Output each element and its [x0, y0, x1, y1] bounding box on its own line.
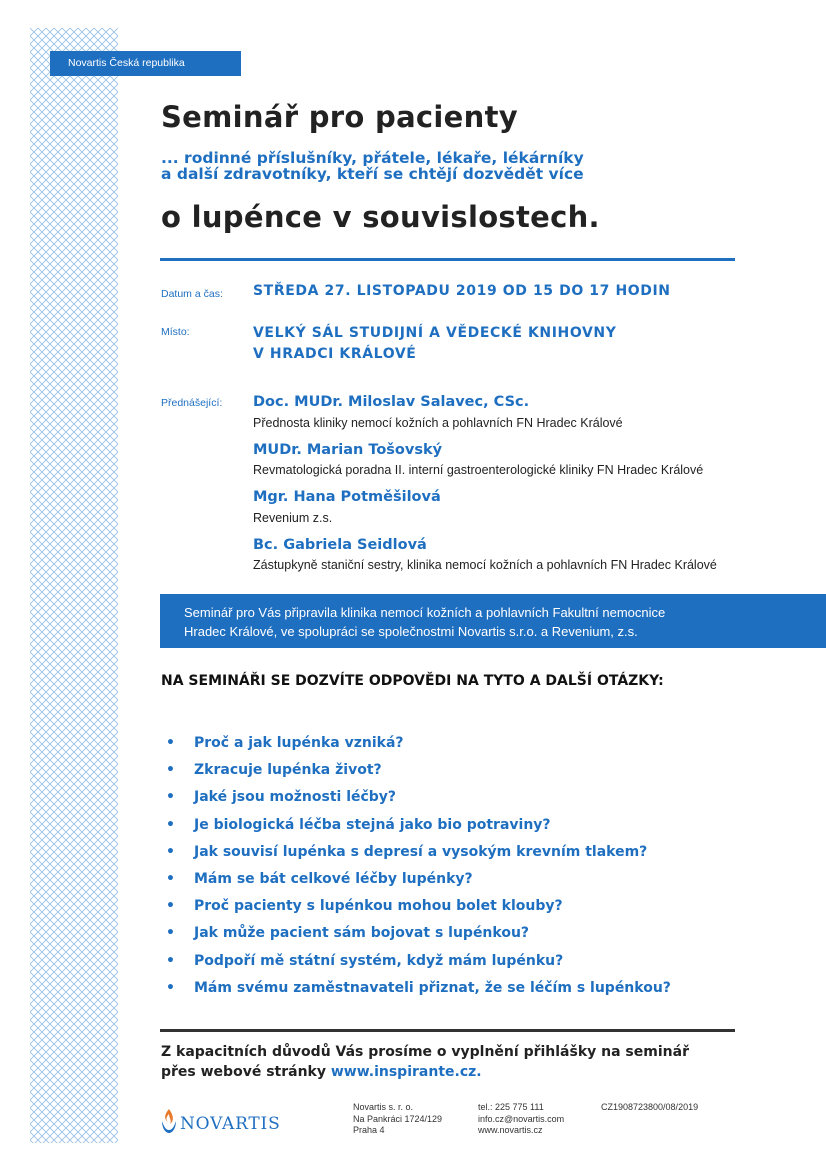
speaker-name: Doc. MUDr. Miloslav Salavec, CSc.: [253, 394, 530, 410]
place-value: [253, 323, 617, 365]
contact-phone: tel.: 225 775 111: [478, 1102, 544, 1112]
question-text: Proč pacienty s lupénkou mohou bolet klouby?: [194, 898, 563, 915]
document-code: CZ1908723800/08/2019: [601, 1102, 699, 1112]
speaker-desc: Přednosta kliniky nemocí kožních a pohlavních FN Hradec Králové: [253, 416, 623, 430]
speakers-label: Přednášející:: [161, 397, 223, 409]
subtitle-line: a další zdravotníky, kteří se chtějí dozvědět více: [161, 165, 584, 183]
question-text: Je biologická léčba stejná jako bio potraviny?: [194, 816, 551, 833]
place-label: Místo:: [161, 326, 190, 338]
bullet: •: [166, 843, 175, 860]
question-text: Jaké jsou možnosti léčby?: [194, 789, 397, 806]
speaker-desc: Revenium z.s.: [253, 511, 333, 525]
date-value: STŘEDA 27. LISTOPADU 2019 OD 15 DO 17 HODIN: [253, 283, 671, 299]
list-item: [166, 953, 671, 980]
info-box: [160, 594, 826, 648]
questions-heading: NA SEMINÁŘI SE DOZVÍTE ODPOVĚDI NA TYTO A DALŠÍ OTÁZKY:: [161, 673, 664, 689]
bullet: •: [166, 898, 175, 915]
question-text: Mám se bát celkové léčby lupénky?: [194, 870, 473, 887]
info-line: Seminář pro Vás připravila klinika nemocí kožních a pohlavních Fakultní nemocnice: [184, 605, 666, 620]
divider: [160, 1029, 735, 1032]
bullet: •: [166, 789, 175, 806]
registration-line: Z kapacitních důvodů Vás prosíme o vyplnění přihlášky na seminář: [161, 1044, 689, 1060]
question-text: Jak souvisí lupénka s depresí a vysokým krevním tlakem?: [194, 843, 648, 860]
bullet: •: [166, 952, 175, 969]
page-title-continued: o lupénce v souvislostech.: [161, 200, 600, 234]
address-line: Novartis s. r. o.: [353, 1102, 414, 1112]
brand-bar: Novartis Česká republika: [50, 51, 241, 76]
speaker-name: MUDr. Marian Tošovský: [253, 442, 443, 458]
list-item: [166, 762, 671, 789]
decorative-pattern: [30, 28, 118, 1143]
bullet: •: [166, 870, 175, 887]
bullet: •: [166, 816, 175, 833]
speaker-desc: Revmatologická poradna II. interní gastroenterologické kliniky FN Hradec Králové: [253, 463, 704, 477]
divider: [160, 258, 735, 261]
list-item: [166, 871, 671, 898]
speaker-name: Bc. Gabriela Seidlová: [253, 537, 427, 553]
speaker-desc: Zástupkyně staniční sestry, klinika nemocí kožních a pohlavních FN Hradec Králové: [253, 558, 717, 572]
registration-line: [161, 1062, 689, 1082]
question-text: Proč a jak lupénka vzniká?: [194, 735, 404, 751]
page-title: Seminář pro pacienty: [161, 100, 518, 134]
list-item: [166, 898, 671, 925]
question-text: Jak může pacient sám bojovat s lupénkou?: [194, 925, 530, 942]
date-label: Datum a čas:: [161, 288, 223, 300]
question-text: Mám svému zaměstnavateli přiznat, že se léčím s lupénkou?: [194, 979, 671, 996]
contact-email[interactable]: info.cz@novartis.com: [478, 1113, 565, 1124]
contact-web[interactable]: www.novartis.cz: [478, 1125, 543, 1135]
list-item: [166, 925, 671, 952]
list-item: [166, 844, 671, 871]
subtitle-line: ... rodinné příslušníky, přátele, lékaře, lékárníky: [161, 149, 584, 167]
company-contact: [478, 1102, 564, 1137]
subtitle: [161, 150, 721, 182]
registration-link[interactable]: www.inspirante.cz.: [330, 1064, 482, 1080]
list-item: [166, 735, 671, 762]
question-text: Zkracuje lupénka život?: [194, 762, 382, 779]
bullet: •: [166, 762, 175, 779]
company-address: [353, 1102, 442, 1137]
list-item: [166, 980, 671, 1007]
bullet: •: [166, 925, 175, 942]
address-line: Praha 4: [353, 1125, 385, 1135]
list-item: [166, 817, 671, 844]
info-line: Hradec Králové, ve spolupráci se společnostmi Novartis s.r.o. a Revenium, z.s.: [184, 624, 638, 639]
speaker-name: Mgr. Hana Potměšilová: [253, 489, 441, 505]
question-text: Podpoří mě státní systém, když mám lupénku?: [194, 952, 564, 969]
questions-list: [166, 735, 671, 1007]
place-line: V HRADCI KRÁLOVÉ: [253, 346, 417, 362]
novartis-flame-icon: [160, 1107, 178, 1135]
bullet: •: [166, 735, 175, 751]
novartis-logo-text: NOVARTIS: [180, 1114, 281, 1134]
address-line: Na Pankráci 1724/129: [353, 1113, 443, 1124]
bullet: •: [166, 979, 175, 996]
list-item: [166, 789, 671, 816]
place-line: VELKÝ SÁL STUDIJNÍ A VĚDECKÉ KNIHOVNY: [253, 325, 617, 341]
registration-note: [161, 1042, 689, 1082]
registration-text: přes webové stránky: [161, 1064, 331, 1080]
